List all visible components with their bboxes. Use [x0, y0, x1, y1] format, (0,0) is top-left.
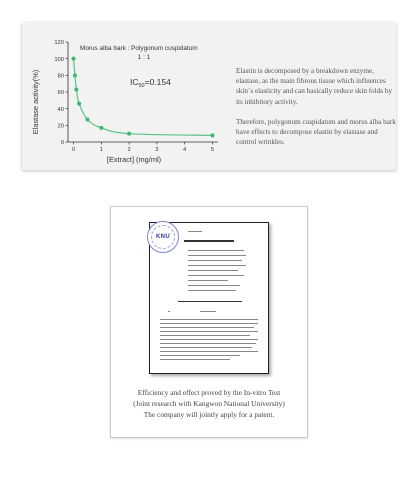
- y-tick-label: 40: [57, 106, 64, 113]
- x-tick-label: 1: [99, 147, 103, 153]
- data-point: [85, 118, 89, 122]
- chart-x-axis-label: [Extract] (mg/ml): [106, 155, 162, 164]
- chart-title: Morus alba bark : Polygonum cuspidatum: [80, 45, 198, 52]
- data-point: [74, 88, 78, 92]
- elastase-chart: [28, 30, 228, 170]
- test-report-card: [110, 206, 308, 438]
- elastase-description: [236, 66, 396, 157]
- ic50-annotation: $IC_{50}=0.154$: [130, 77, 171, 89]
- x-tick-label: 3: [155, 147, 159, 153]
- chart-markers: [72, 57, 215, 138]
- description-paragraph-1: Elastin is decomposed by a breakdown enzyme, elastase, as the main fibrous tissue which influences skin`s elasticity and can basically reduce skin folds by its inhibitory activity.: [236, 67, 393, 106]
- y-tick-label: 120: [54, 40, 64, 47]
- y-tick-label: 80: [57, 73, 64, 80]
- caption-line-2: (Joint research with Kangwon National University): [133, 399, 285, 408]
- x-tick-label: 5: [210, 147, 215, 153]
- data-point: [73, 73, 77, 77]
- data-point: [210, 133, 214, 137]
- x-tick-label: 4: [183, 147, 187, 153]
- caption-line-3: The company will jointly apply for a patent.: [143, 410, 275, 419]
- data-point: [99, 126, 103, 130]
- x-tick-label: 2: [127, 147, 131, 153]
- university-seal-icon: [147, 221, 179, 253]
- data-point: [72, 57, 76, 61]
- description-paragraph-2: Therefore, polygonum cuspidatum and morus alba bark have effects to decompose elastin by elastase and control wrinkles.: [236, 117, 396, 147]
- y-tick-label: 0: [60, 140, 64, 147]
- y-tick-label: 100: [54, 56, 64, 63]
- chart-y-axis-label: Elastase activity(%): [31, 69, 40, 135]
- chart-subtitle: 1 : 1: [137, 54, 151, 61]
- y-tick-label: 20: [57, 123, 64, 130]
- report-caption: [111, 387, 307, 420]
- data-point: [127, 132, 131, 136]
- y-tick-label: 60: [57, 90, 64, 97]
- x-tick-label: 0: [71, 147, 76, 153]
- chart-ticks: [54, 40, 214, 153]
- elastase-chart-svg: [28, 30, 228, 170]
- seal-text: KNU: [156, 234, 170, 240]
- series-line: [74, 59, 213, 136]
- elastase-info-panel: [22, 22, 396, 170]
- caption-line-1: Efficiency and effect proved by the In-vitro Test: [137, 388, 281, 397]
- data-point: [77, 102, 81, 106]
